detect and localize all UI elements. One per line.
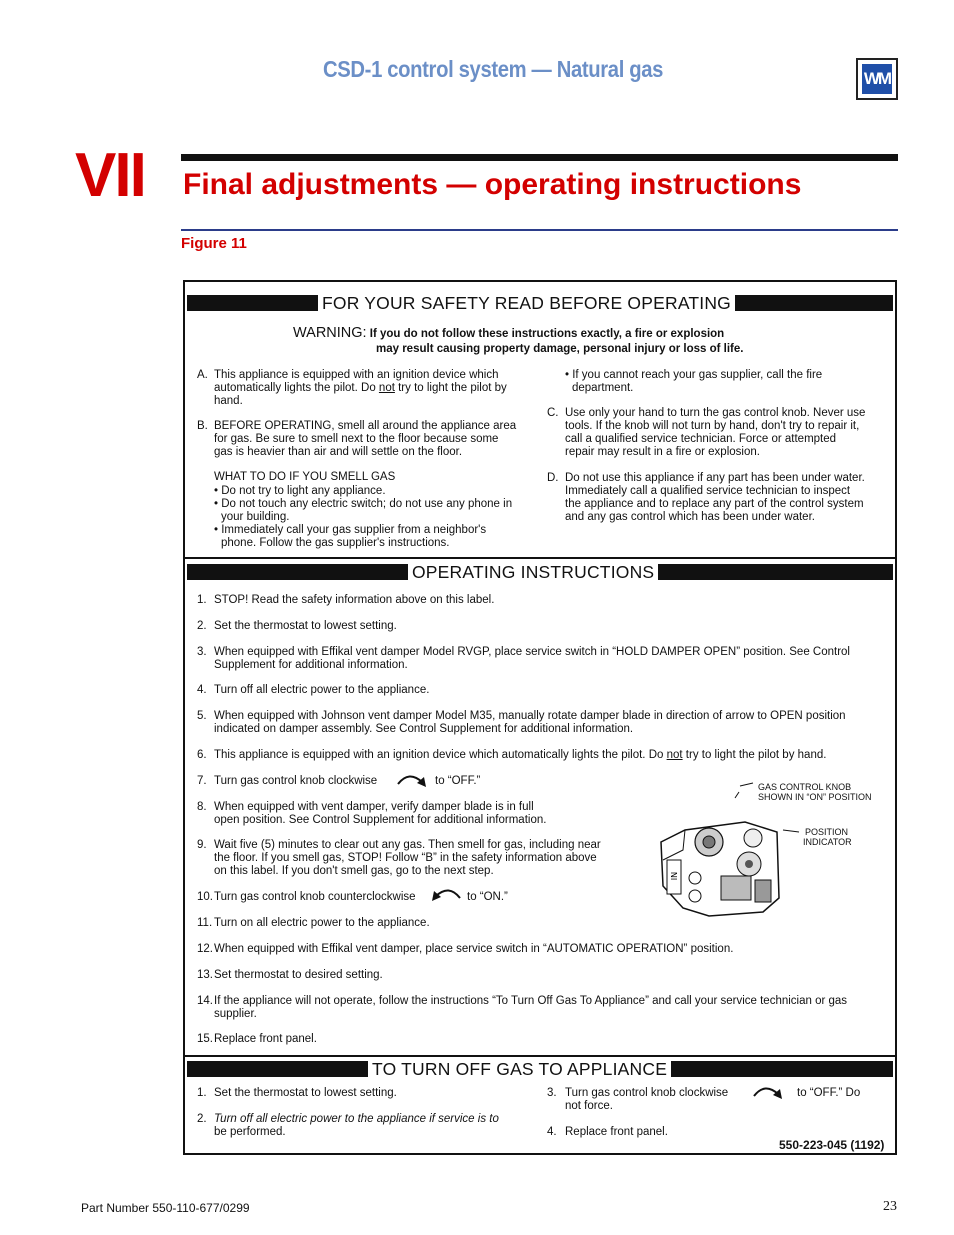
turnoff-step-num: 2. <box>197 1113 207 1125</box>
step-num: 4. <box>197 684 207 696</box>
position-label: POSITION <box>805 827 849 837</box>
page-number: 23 <box>883 1199 897 1214</box>
step-text: When equipped with Johnson vent damper Model M35, manually rotate damper blade in direction of arrow to OPEN position <box>214 710 846 722</box>
item-a-line: This appliance is equipped with an ignition device which <box>214 369 499 381</box>
step-text: Turn gas control knob clockwise <box>214 775 378 787</box>
step-num: 7. <box>197 775 207 787</box>
step-text: When equipped with Effikal vent damper, place service switch in “AUTOMATIC OPERATION” position. <box>214 943 734 955</box>
part-number: Part Number 550-110-677/0299 <box>81 1201 250 1215</box>
item-d-line: Immediately call a qualified service technician to inspect <box>565 485 851 497</box>
turnoff-step-num: 3. <box>547 1087 557 1099</box>
knob-label: SHOWN IN “ON” POSITION <box>758 792 872 802</box>
smell-gas-line: your building. <box>221 511 290 523</box>
item-a-line: automatically lights the pilot. Do not try to light the pilot by <box>214 382 507 394</box>
step-text: When equipped with vent damper, verify damper blade is in full <box>214 801 534 813</box>
clockwise-arrow-icon <box>395 770 429 790</box>
divider <box>185 557 895 559</box>
right-bullet-line: • If you cannot reach your gas supplier, call the fire <box>565 369 823 381</box>
item-c-line: repair may result in a fire or explosion. <box>565 446 760 458</box>
step-text: supplier. <box>214 1008 257 1020</box>
step-num: 2. <box>197 620 207 632</box>
clockwise-arrow-icon <box>751 1082 785 1102</box>
turnoff-step-text: be performed. <box>214 1126 286 1138</box>
label-code: 550-223-045 (1192) <box>779 1138 885 1152</box>
turnoff-step-text: Set the thermostat to lowest setting. <box>214 1087 397 1099</box>
step-text: Replace front panel. <box>214 1033 317 1045</box>
warning-line-2: may result causing property damage, personal injury or loss of life. <box>376 343 744 355</box>
item-d-line: and any gas control which has been under water. <box>565 511 815 523</box>
section-number: VII <box>75 141 145 210</box>
item-c-line: call a qualified service technician. Force or attempted <box>565 433 837 445</box>
item-d-line: the appliance and to replace any part of the control system <box>565 498 864 510</box>
step-num: 11. <box>197 917 213 929</box>
section-bottom-rule <box>181 229 898 231</box>
turnoff-step-text: Turn off all electric power to the appliance if service is to <box>214 1113 499 1125</box>
step-text: Supplement for additional information. <box>214 659 408 671</box>
step-num: 14. <box>197 995 213 1007</box>
item-c-label: C. <box>547 407 559 419</box>
operating-label <box>183 280 897 1155</box>
step-num: 3. <box>197 646 207 658</box>
warning-label: WARNING: <box>293 325 367 341</box>
item-a-line: hand. <box>214 395 243 407</box>
step-num: 9. <box>197 839 207 851</box>
item-d-line: Do not use this appliance if any part has been under water. <box>565 472 865 484</box>
turnoff-step-text-suffix: to “OFF.” Do <box>797 1087 861 1099</box>
step-text: on this label. If you don't smell gas, go to the next step. <box>214 865 494 877</box>
item-b-line: gas is heavier than air and will settle on the floor. <box>214 446 463 458</box>
step-num: 15. <box>197 1033 213 1045</box>
step-text: Wait five (5) minutes to clear out any gas. Then smell for gas, including near <box>214 839 601 851</box>
step-num: 8. <box>197 801 207 813</box>
step-text: Set thermostat to desired setting. <box>214 969 383 981</box>
smell-gas-line: • Immediately call your gas supplier from a neighbor's <box>214 524 487 536</box>
step-text: This appliance is equipped with an ignition device which automatically lights the pilot. Do not try to light the pilot by hand. <box>214 749 827 761</box>
right-bullet-line: department. <box>572 382 634 394</box>
valve-marking: NI <box>669 871 678 881</box>
item-d-label: D. <box>547 472 559 484</box>
safety-heading: FOR YOUR SAFETY READ BEFORE OPERATING <box>318 293 735 314</box>
step-text: Set the thermostat to lowest setting. <box>214 620 397 632</box>
item-c-line: Use only your hand to turn the gas control knob. Never use <box>565 407 866 419</box>
figure-label: Figure 11 <box>181 235 247 252</box>
item-b-line: for gas. Be sure to smell next to the floor because some <box>214 433 499 445</box>
item-b-label: B. <box>197 420 208 432</box>
step-text: indicated on damper assembly. See Control Supplement for additional information. <box>214 723 634 735</box>
step-num: 1. <box>197 594 207 606</box>
item-b-line: BEFORE OPERATING, smell all around the appliance area <box>214 420 517 432</box>
step-text: Turn on all electric power to the appliance. <box>214 917 430 929</box>
step-text: Turn off all electric power to the appliance. <box>214 684 430 696</box>
item-c-line: tools. If the knob will not turn by hand, don't try to repair it, <box>565 420 860 432</box>
position-label: INDICATOR <box>803 837 852 847</box>
warning-text <box>293 327 724 341</box>
turnoff-step-text: Replace front panel. <box>565 1126 668 1138</box>
page-header-title: CSD-1 control system — Natural gas <box>323 56 664 82</box>
turnoff-step-text: Turn gas control knob clockwise <box>565 1087 729 1099</box>
knob-label: GAS CONTROL KNOB <box>758 782 852 792</box>
operating-heading: OPERATING INSTRUCTIONS <box>408 562 658 583</box>
smell-gas-line: phone. Follow the gas supplier's instructions. <box>221 537 450 549</box>
step-num: 10. <box>197 891 213 903</box>
step-text: When equipped with Effikal vent damper Model RVGP, place service switch in “HOLD DAMPER OPEN” position. See Control <box>214 646 850 658</box>
step-text: the floor. If you smell gas, STOP! Follow “B” in the safety information above <box>214 852 597 864</box>
step-text: STOP! Read the safety information above on this label. <box>214 594 495 606</box>
section-top-rule <box>181 154 898 161</box>
step-text: If the appliance will not operate, follow the instructions “To Turn Off Gas To Appliance” and call your service technician or gas <box>214 995 848 1007</box>
step-num: 5. <box>197 710 207 722</box>
step-text-suffix: to “OFF.” <box>435 775 481 787</box>
gas-valve-illustration <box>655 780 805 930</box>
smell-gas-line: • Do not touch any electric switch; do not use any phone in <box>214 498 513 510</box>
counterclockwise-arrow-icon <box>427 884 463 904</box>
step-text: Turn gas control knob counterclockwise <box>214 891 416 903</box>
step-num: 13. <box>197 969 213 981</box>
turnoff-step-num: 1. <box>197 1087 207 1099</box>
step-text-suffix: to “ON.” <box>467 891 508 903</box>
smell-gas-heading: WHAT TO DO IF YOU SMELL GAS <box>214 471 396 483</box>
turnoff-step-text: not force. <box>565 1100 613 1112</box>
turnoff-heading: TO TURN OFF GAS TO APPLIANCE <box>368 1059 671 1080</box>
turnoff-step-num: 4. <box>547 1126 557 1138</box>
step-num: 12. <box>197 943 213 955</box>
company-logo: WM <box>856 58 898 100</box>
step-num: 6. <box>197 749 207 761</box>
step-text: open position. See Control Supplement for additional information. <box>214 814 547 826</box>
smell-gas-line: • Do not try to light any appliance. <box>214 485 386 497</box>
section-title: Final adjustments — operating instructions <box>183 168 802 201</box>
divider <box>185 1055 895 1057</box>
warning-line-1: If you do not follow these instructions exactly, a fire or explosion <box>369 328 725 340</box>
item-a-label: A. <box>197 369 208 381</box>
